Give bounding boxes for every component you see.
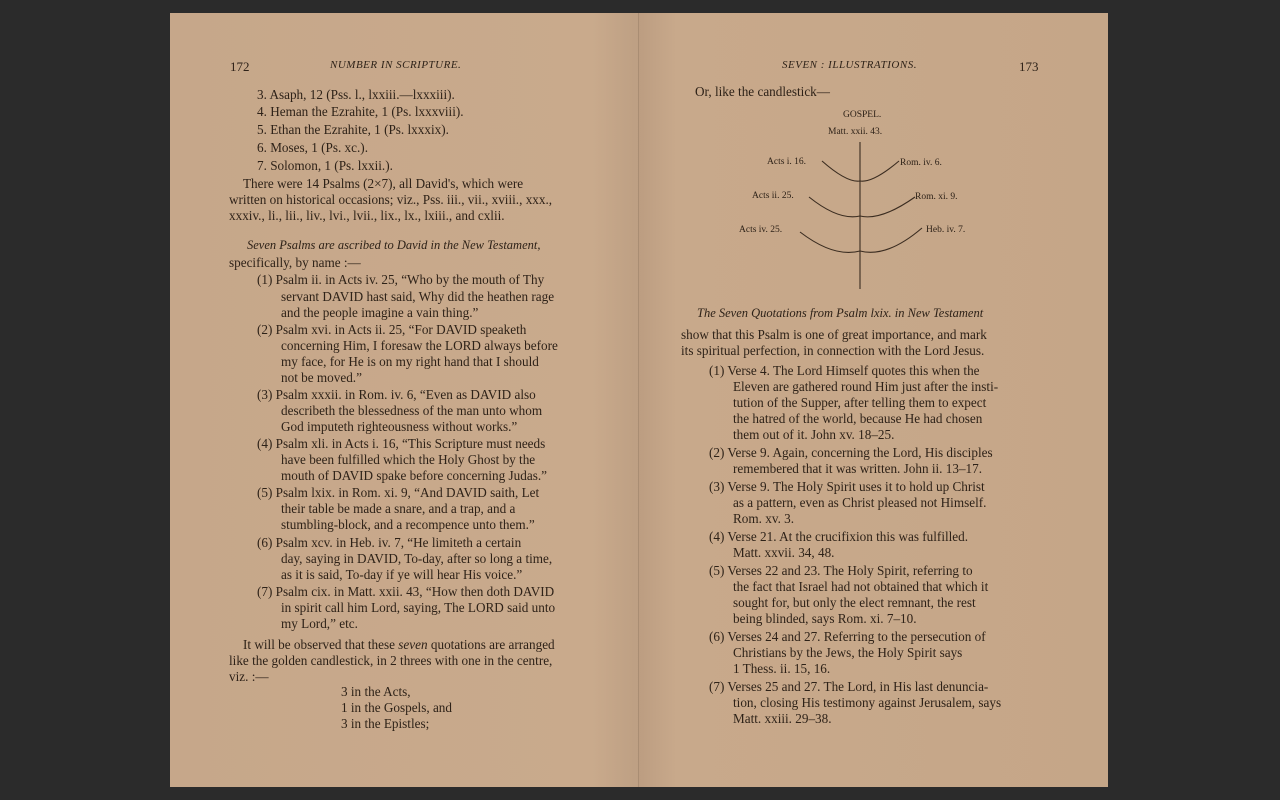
quote-line: (6) Psalm xcv. in Heb. iv. 7, “He limiteth a certain <box>257 535 522 550</box>
book-spread <box>170 13 1108 787</box>
quote-line: concerning Him, I foresaw the LORD always before <box>281 338 558 353</box>
quote-line: (4) Psalm xli. in Acts i. 16, “This Scripture must needs <box>257 436 546 451</box>
quote-line: God imputeth righteousness without works.” <box>281 419 518 434</box>
list-item: 4. Heman the Ezrahite, 1 (Ps. lxxxviii). <box>257 104 464 119</box>
page-number-right: 173 <box>1019 59 1039 74</box>
verse-line: (6) Verses 24 and 27. Referring to the persecution of <box>709 629 986 644</box>
verse-line: sought for, but only the elect remnant, the rest <box>733 595 976 610</box>
verse-line: remembered that it was written. John ii. 13–17. <box>733 461 983 476</box>
diagram-left-ref: Acts i. 16. <box>767 157 807 167</box>
list-item: 5. Ethan the Ezrahite, 1 (Ps. lxxxix). <box>257 122 449 137</box>
verse-line: (7) Verses 25 and 27. The Lord, in His last denuncia- <box>709 679 989 694</box>
paragraph-line: like the golden candlestick, in 2 threes with one in the centre, <box>229 653 553 668</box>
quote-line: as it is said, To-day if ye will hear His voice.” <box>281 567 523 582</box>
quote-line: their table be made a snare, and a trap, and a <box>281 501 516 516</box>
paragraph-line: There were 14 Psalms (2×7), all David's, which were <box>243 176 524 191</box>
diagram-left-ref: Acts ii. 25. <box>752 191 794 201</box>
para2-text-b: quotations are arranged <box>427 637 555 652</box>
candlestick-lines <box>639 13 1108 323</box>
quote-line: (3) Psalm xxxii. in Rom. iv. 6, “Even as DAVID also <box>257 387 536 402</box>
verse-line: (2) Verse 9. Again, concerning the Lord, His disciples <box>709 445 993 460</box>
right-page <box>639 13 1108 787</box>
paragraph-line: show that this Psalm is one of great importance, and mark <box>681 327 987 342</box>
candlestick-branch-2 <box>809 197 915 217</box>
verse-line: 1 Thess. ii. 15, 16. <box>733 661 831 676</box>
para2-text-a: It will be observed that these <box>243 637 399 652</box>
verse-line: tion, closing His testimony against Jerusalem, says <box>733 695 1002 710</box>
diagram-right-ref: Heb. iv. 7. <box>926 225 966 235</box>
page-number-left: 172 <box>230 59 250 74</box>
verse-line: (3) Verse 9. The Holy Spirit uses it to hold up Christ <box>709 479 985 494</box>
list-item: 7. Solomon, 1 (Ps. lxxii.). <box>257 158 393 173</box>
diagram-top-label: GOSPEL. <box>843 110 882 120</box>
arrangement-line: 3 in the Acts, <box>341 684 411 699</box>
diagram-intro: Or, like the candlestick— <box>695 84 830 99</box>
quote-line: mouth of DAVID spake before concerning Judas.” <box>281 468 547 483</box>
running-head-right: SEVEN : ILLUSTRATIONS. <box>782 59 917 71</box>
section-heading-left: Seven Psalms are ascribed to David in the New Testament, <box>247 238 541 252</box>
quote-line: in spirit call him Lord, saying, The LORD said unto <box>281 600 556 615</box>
quote-line: day, saying in DAVID, To-day, after so long a time, <box>281 551 553 566</box>
candlestick-diagram <box>639 13 1108 323</box>
diagram-right-ref: Rom. iv. 6. <box>900 158 942 168</box>
quote-line: (7) Psalm cix. in Matt. xxii. 43, “How then doth DAVID <box>257 584 555 599</box>
verse-line: tution of the Supper, after telling them to expect <box>733 395 987 410</box>
verse-line: them out of it. John xv. 18–25. <box>733 427 895 442</box>
quote-line: (2) Psalm xvi. in Acts ii. 25, “For DAVID speaketh <box>257 322 527 337</box>
quote-line: stumbling-block, and a recompence unto them.” <box>281 517 535 532</box>
arrangement-line: 1 in the Gospels, and <box>341 700 452 715</box>
paragraph-line: viz. :— <box>229 669 269 684</box>
quote-line: (1) Psalm ii. in Acts iv. 25, “Who by the mouth of Thy <box>257 272 545 287</box>
section-heading-cont: specifically, by name :— <box>229 255 361 270</box>
verse-line: the hatred of the world, because He had chosen <box>733 411 983 426</box>
verse-line: Matt. xxiii. 29–38. <box>733 711 832 726</box>
quote-line: (5) Psalm lxix. in Rom. xi. 9, “And DAVID saith, Let <box>257 485 540 500</box>
paragraph-line: xxxiv., li., lii., liv., lvi., lvii., lix., lx., lxiii., and cxlii. <box>229 208 505 223</box>
running-head-left: NUMBER IN SCRIPTURE. <box>330 59 462 71</box>
verse-line: Christians by the Jews, the Holy Spirit says <box>733 645 963 660</box>
verse-line: Eleven are gathered round Him just after the insti- <box>733 379 999 394</box>
list-item: 6. Moses, 1 (Ps. xc.). <box>257 140 368 155</box>
quote-line: have been fulfilled which the Holy Ghost by the <box>281 452 536 467</box>
verse-line: Matt. xxvii. 34, 48. <box>733 545 835 560</box>
verse-line: being blinded, says Rom. xi. 7–10. <box>733 611 917 626</box>
verse-line: as a pattern, even as Christ pleased not Himself. <box>733 495 987 510</box>
arrangement-line: 3 in the Epistles; <box>341 716 430 731</box>
verse-line: (4) Verse 21. At the crucifixion this was fulfilled. <box>709 529 969 544</box>
paragraph-line: its spiritual perfection, in connection with the Lord Jesus. <box>681 343 985 358</box>
quote-line: and the people imagine a vain thing.” <box>281 305 479 320</box>
quote-line: servant DAVID hast said, Why did the heathen rage <box>281 289 555 304</box>
list-item: 3. Asaph, 12 (Pss. l., lxxiii.—lxxxiii). <box>257 87 455 102</box>
diagram-right-ref: Rom. xi. 9. <box>915 192 958 202</box>
section-heading-right: The Seven Quotations from Psalm lxix. in New Testament <box>697 306 984 320</box>
paragraph-line <box>243 637 555 653</box>
quote-line: my Lord,” etc. <box>281 616 358 631</box>
verse-line: the fact that Israel had not obtained that which it <box>733 579 989 594</box>
paragraph-line: written on historical occasions; viz., Pss. iii., vii., xviii., xxx., <box>229 192 553 207</box>
quote-line: my face, for He is on my right hand that I should <box>281 354 539 369</box>
quote-line: describeth the blessedness of the man unto whom <box>281 403 543 418</box>
verse-line: (1) Verse 4. The Lord Himself quotes this when the <box>709 363 980 378</box>
left-page <box>170 13 639 787</box>
verse-line: Rom. xv. 3. <box>733 511 795 526</box>
candlestick-branch-3 <box>800 228 922 252</box>
diagram-top-ref: Matt. xxii. 43. <box>828 127 883 137</box>
verse-line: (5) Verses 22 and 23. The Holy Spirit, referring to <box>709 563 973 578</box>
diagram-left-ref: Acts iv. 25. <box>739 225 783 235</box>
para2-emphasis: seven <box>398 637 428 652</box>
quote-line: not be moved.” <box>281 370 362 385</box>
